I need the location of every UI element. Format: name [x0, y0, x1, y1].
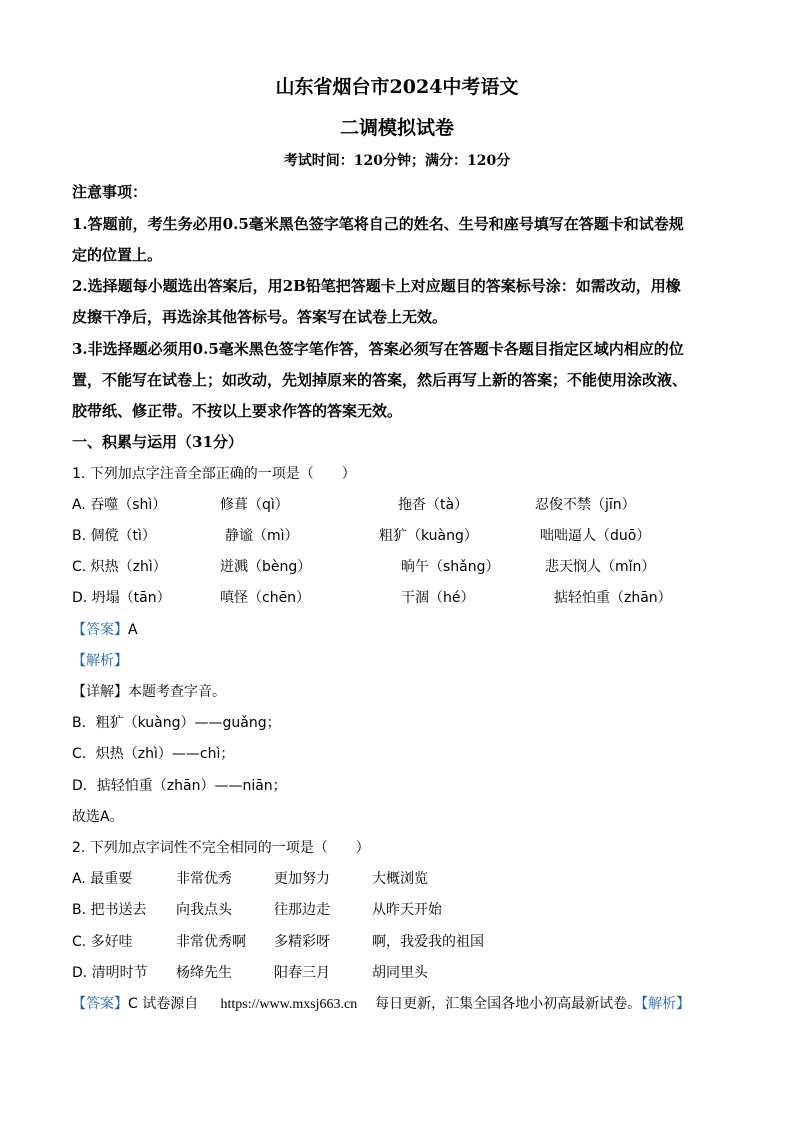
option-a-word: 非常优秀 — [176, 871, 232, 887]
option-d: D. 坍塌（tān） — [72, 590, 171, 606]
explain-line: C．炽热（zhì）——chì； — [72, 746, 235, 762]
option-b: B. 把书送去 — [72, 902, 147, 918]
source-link[interactable]: https://www.mxsj663.cn — [220, 997, 358, 1012]
exam-info: 考试时间：120分钟；满分：120分 — [283, 153, 511, 169]
notes-heading: 注意事项： — [72, 183, 148, 201]
option-d-word: 杨绛先生 — [176, 965, 232, 981]
option-d: D. 清明时节 — [72, 965, 148, 981]
notes-line: 定的位置上。 — [72, 246, 163, 264]
answer-line — [72, 619, 138, 639]
option-d-word: 干涸（hé） — [401, 590, 475, 606]
option-b-word: 咄咄逼人（duō） — [540, 528, 651, 544]
exam-subtitle: 二调模拟试卷 — [339, 117, 454, 139]
explain-line: 故选A。 — [72, 809, 124, 825]
option-a-word: 更加努力 — [274, 871, 330, 887]
option-a-word: 忍俊不禁（jīn） — [535, 497, 636, 513]
answer-label: 【答案】 — [72, 622, 128, 638]
analysis-label: 【解析】 — [641, 996, 691, 1012]
detail-label: 【详解】 — [72, 684, 128, 700]
option-d-word: 胡同里头 — [372, 965, 428, 981]
option-a-word: 拖沓（tà） — [398, 497, 469, 513]
option-a: A. 最重要 — [72, 871, 133, 887]
option-c-word: 悲天悯人（mǐn） — [545, 559, 656, 575]
option-b-word: 粗犷（kuàng） — [379, 528, 478, 544]
option-b-word: 从昨天开始 — [372, 902, 442, 918]
notes-line: 1.答题前，考生务必用0.5毫米黑色签字笔将自己的姓名、生号和座号填写在答题卡和试卷规 — [72, 215, 684, 233]
section-heading: 一、积累与运用（31分） — [72, 433, 243, 451]
option-c-word: 迸溅（bèng） — [220, 559, 312, 575]
answer-value: A — [128, 622, 138, 638]
option-d-word: 阳春三月 — [274, 965, 330, 981]
explain-line: D．掂轻怕重（zhān）——niān； — [72, 778, 287, 794]
option-c: C. 炽热（zhì） — [72, 559, 167, 575]
option-d-word: 嗔怪（chēn） — [220, 590, 311, 606]
detail-text: 本题考查字音。 — [128, 684, 226, 700]
option-b: B. 倜傥（tì） — [72, 528, 156, 544]
notes-line: 皮擦干净后，再选涂其他答标号。答案写在试卷上无效。 — [72, 308, 448, 326]
notes-line: 置，不能写在试卷上；如改动，先划掉原来的答案，然后再写上新的答案；不能使用涂改液、 — [72, 371, 688, 389]
option-a-word: 大概浏览 — [372, 871, 428, 887]
footer-answer-line — [72, 993, 690, 1013]
explain-line: B．粗犷（kuàng）——guǎng； — [72, 715, 281, 731]
option-b-word: 静谧（mì） — [225, 528, 299, 544]
notes-line: 3.非选择题必须用0.5毫米黑色签字笔作答，答案必须写在答题卡各题目指定区域内相应的位 — [72, 340, 684, 358]
option-b-word: 往那边走 — [274, 902, 330, 918]
analysis-line — [72, 650, 128, 670]
answer-label: 【答案】 — [72, 996, 128, 1012]
exam-title: 山东省烟台市2024中考语文 — [275, 76, 519, 98]
question-2-stem: 2. 下列加点字词性不完全相同的一项是（ ） — [72, 840, 370, 856]
option-d-word: 掂轻怕重（zhān） — [554, 590, 672, 606]
notes-line: 2.选择题每小题选出答案后，用2B铅笔把答题卡上对应题目的答案标号涂：如需改动，用橡 — [72, 277, 681, 295]
option-a: A. 吞噬（shì） — [72, 497, 167, 513]
option-b-word: 向我点头 — [176, 902, 232, 918]
source-slogan: 每日更新，汇集全国各地小初高最新试卷。 — [375, 996, 642, 1012]
question-1-stem: 1. 下列加点字注音全部正确的一项是（ ） — [72, 466, 356, 482]
option-c-word: 多精彩呀 — [274, 934, 330, 950]
option-c-word: 非常优秀啊 — [176, 934, 246, 950]
option-c-word: 晌午（shǎng） — [401, 559, 500, 575]
notes-line: 胶带纸、修正带。不按以上要求作答的答案无效。 — [72, 402, 403, 420]
analysis-label: 【解析】 — [72, 653, 128, 669]
option-c-word: 啊，我爱我的祖国 — [372, 934, 484, 950]
option-c: C. 多好哇 — [72, 934, 133, 950]
option-a-word: 修葺（qì） — [220, 497, 289, 513]
detail-line — [72, 681, 226, 701]
answer-value: C 试卷源自 — [128, 996, 199, 1012]
